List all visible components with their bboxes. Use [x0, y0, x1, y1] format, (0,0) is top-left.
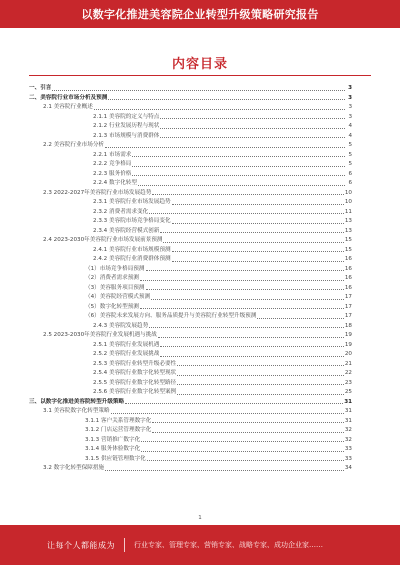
toc-entry-page: 11	[344, 208, 352, 215]
toc-entry-label: （1）市场竞争格局预测	[85, 265, 145, 272]
toc-leader-dots	[94, 109, 345, 110]
toc-entry-page: 31	[344, 398, 352, 405]
toc-entry-page: 16	[344, 265, 352, 272]
toc-entry[interactable]	[29, 341, 352, 351]
toc-entry-label: 3.1.5 供应链管理数字化	[85, 455, 146, 462]
toc-entry-page: 17	[344, 294, 352, 300]
toc-entry-page: 31	[344, 408, 352, 414]
toc-entry-label: 2.2.3 服务价格	[93, 170, 132, 177]
toc-heading: 内容目录	[171, 57, 228, 72]
toc-entry-label: 2.3.1 美容院行业市场发展趋势	[93, 199, 171, 205]
toc-entry-page: 25	[344, 389, 352, 395]
toc-entry-page: 3	[348, 85, 352, 91]
toc-entry[interactable]	[29, 265, 352, 275]
toc-entry-page: 13	[344, 218, 352, 224]
toc-entry-page: 16	[344, 284, 352, 291]
toc-entry[interactable]	[29, 132, 352, 142]
toc-entry-label: 2.2.1 市场需求	[93, 151, 132, 158]
toc-leader-dots	[160, 346, 344, 347]
toc-divider	[29, 75, 371, 76]
toc-entry[interactable]	[29, 103, 352, 113]
toc-entry-page: 6	[348, 180, 352, 186]
toc-leader-dots	[146, 289, 344, 290]
toc-entry[interactable]	[29, 179, 352, 189]
toc-entry-page: 32	[344, 436, 352, 443]
toc-entry[interactable]	[29, 350, 352, 360]
toc-entry[interactable]	[29, 455, 352, 465]
toc-entry-page: 3	[348, 94, 352, 101]
toc-entry-page: 19	[344, 341, 352, 348]
toc-leader-dots	[147, 460, 344, 461]
toc-entry-page: 18	[344, 322, 352, 329]
toc-entry-label: 2.3.4 美容院经营模式创新	[93, 227, 160, 234]
toc-entry-page: 17	[344, 313, 352, 319]
toc-entry[interactable]	[29, 293, 352, 303]
toc-entry[interactable]	[29, 141, 352, 151]
header-banner	[0, 0, 400, 28]
toc-entry[interactable]	[29, 217, 352, 227]
toc-leader-dots	[152, 422, 344, 423]
toc-entry-page: 17	[344, 303, 352, 310]
toc-entry-label: （2）消费者需求预测	[85, 275, 139, 281]
toc-entry-label: 2.1 美容院行业概述	[43, 104, 93, 110]
toc-entry[interactable]	[29, 360, 352, 370]
toc-entry-page: 5	[348, 161, 352, 167]
toc-leader-dots	[132, 156, 345, 157]
toc-entry-label: 3.2 数字化转型保障措施	[43, 465, 105, 471]
toc-entry[interactable]	[29, 398, 352, 408]
toc-entry-page: 13	[344, 227, 352, 234]
toc-leader-dots	[111, 413, 344, 414]
toc-leader-dots	[52, 90, 345, 91]
toc-entry-label: 2.1.3 市场规模与消费群体	[93, 132, 160, 139]
toc-entry-page: 32	[344, 427, 352, 433]
toc-entry[interactable]	[29, 436, 352, 446]
toc-entry-page: 5	[348, 142, 352, 148]
toc-entry-label: 3.1.3 营销推广数字化	[85, 436, 141, 443]
toc-leader-dots	[177, 394, 344, 395]
toc-entry[interactable]	[29, 255, 352, 265]
toc-entry-label: 3.1 美容院数字化转型策略	[43, 408, 110, 414]
toc-entry-label: 2.5.1 美容院行业发展机遇	[93, 341, 160, 348]
toc-leader-dots	[172, 223, 344, 224]
toc-leader-dots	[160, 356, 344, 357]
toc-entry[interactable]	[29, 407, 352, 417]
toc-entry-page: 20	[344, 351, 352, 357]
toc-entry[interactable]	[29, 236, 352, 246]
toc-leader-dots	[132, 166, 345, 167]
toc-leader-dots	[160, 128, 345, 129]
report-title: 以数字化推进美容院企业转型升级策略研究报告	[81, 8, 319, 21]
toc-entry[interactable]	[29, 322, 352, 332]
toc-entry-page: 23	[344, 379, 352, 386]
toc-entry-label: 2.5.3 美容院行业转型升级必要性	[93, 360, 177, 367]
toc-entry-page: 16	[344, 256, 352, 262]
toc-entry-label: 3.1.2 门店运营管理数字化	[85, 427, 152, 433]
toc-entry[interactable]	[29, 312, 352, 322]
toc-leader-dots	[125, 403, 343, 404]
toc-entry[interactable]	[29, 274, 352, 284]
toc-leader-dots	[140, 280, 344, 281]
toc-leader-dots	[160, 137, 345, 138]
toc-leader-dots	[151, 299, 344, 300]
toc-entry-page: 33	[344, 446, 352, 452]
toc-entry-page: 3	[348, 113, 352, 120]
toc-entry-label: 2.5 2023-2030年美容院行业发展机遇与挑战	[43, 332, 157, 338]
toc-entry[interactable]	[29, 303, 352, 313]
toc-entry-label: 2.4 2023-2030年美容院行业市场发展前景预测	[43, 237, 163, 243]
toc-entry-page: 34	[344, 465, 352, 471]
toc-entry[interactable]	[29, 160, 352, 170]
toc-entry-label: 2.3.3 美容院市场竞争格局变化	[93, 218, 171, 224]
toc-entry[interactable]	[29, 331, 352, 341]
toc-entry-label: （6）美容院未来发展方向、服务品质提升与美容院行业转型升级预测	[85, 313, 257, 319]
toc-entry-label: 2.2 美容院行业市场分析	[43, 142, 105, 148]
toc-leader-dots	[149, 327, 344, 328]
toc-leader-dots	[177, 375, 344, 376]
toc-leader-dots	[163, 242, 343, 243]
toc-entry-label: 2.3.2 消费者需求变化	[93, 208, 149, 215]
toc-entry-label: 2.3 2022-2027年美容院行业市场发展趋势	[43, 189, 152, 196]
toc-leader-dots	[105, 147, 345, 148]
toc-entry[interactable]	[29, 464, 352, 474]
toc-entry-label: （4）美容院经营模式预测	[85, 294, 151, 300]
toc-entry[interactable]	[29, 388, 352, 398]
toc-entry-label: 2.2.4 数字化转型	[93, 180, 137, 186]
toc-leader-dots	[177, 365, 344, 366]
toc-entry-label: 二、美容院行业市场分析及预测	[29, 94, 108, 101]
toc-leader-dots	[105, 470, 344, 471]
toc-leader-dots	[177, 384, 344, 385]
toc-entry-label: 2.4.2 美容院行业消费群体预测	[93, 256, 171, 262]
toc-entry[interactable]	[29, 208, 352, 218]
toc-entry[interactable]	[29, 284, 352, 294]
toc-entry[interactable]	[29, 227, 352, 237]
toc-leader-dots	[257, 318, 344, 319]
toc-entry-label: 2.5.6 美容院行业数字化转型案例	[93, 389, 177, 395]
toc-entry-page: 10	[344, 189, 352, 196]
toc-entry-page: 6	[348, 170, 352, 177]
toc-entry[interactable]	[29, 170, 352, 180]
toc-entry[interactable]	[29, 151, 352, 161]
toc-leader-dots	[158, 337, 344, 338]
footer-divider	[124, 538, 125, 552]
footer-banner	[0, 525, 400, 565]
toc-leader-dots	[149, 213, 344, 214]
toc-entry-page: 16	[344, 275, 352, 281]
toc-entry[interactable]	[29, 84, 352, 94]
toc-entry-page: 3	[348, 104, 352, 110]
toc-entry-page: 19	[344, 332, 352, 338]
toc-leader-dots	[160, 118, 345, 119]
toc-entry[interactable]	[29, 189, 352, 199]
toc-entry-label: 2.5.5 美容院行业数字化转型路径	[93, 379, 177, 386]
toc-entry-label: 2.1.1 美容院的定义与特点	[93, 113, 160, 120]
toc-entry-page: 5	[348, 151, 352, 158]
toc-entry[interactable]	[29, 369, 352, 379]
toc-entry-label: 2.2.2 竞争格局	[93, 161, 132, 167]
toc-leader-dots	[160, 232, 344, 233]
toc-entry-label: 2.5.4 美容院行业数字化转型现状	[93, 370, 177, 376]
toc-leader-dots	[141, 451, 344, 452]
toc-entry-label: 三、以数字化推进美容院转型升级策略	[29, 398, 125, 405]
toc-leader-dots	[141, 441, 344, 442]
toc-entry[interactable]	[29, 246, 352, 256]
toc-entry-label: 3.1.1 客户关系管理数字化	[85, 417, 152, 424]
toc-entry[interactable]	[29, 417, 352, 427]
toc-leader-dots	[172, 261, 344, 262]
toc-leader-dots	[140, 308, 344, 309]
toc-entry-page: 4	[348, 123, 352, 129]
toc-entry-page: 31	[344, 417, 352, 424]
toc-entry-page: 15	[344, 237, 352, 243]
toc-leader-dots	[146, 270, 344, 271]
toc-entry[interactable]	[29, 94, 352, 104]
toc-entry[interactable]	[29, 122, 352, 132]
toc-leader-dots	[172, 251, 344, 252]
table-of-contents	[29, 84, 352, 474]
toc-leader-dots	[152, 194, 344, 195]
toc-entry[interactable]	[29, 379, 352, 389]
toc-entry[interactable]	[29, 113, 352, 123]
toc-entry-label: 2.1.2 行业发展历程与现状	[93, 123, 160, 129]
footer-tagline: 行业专家、管理专家、营销专家、战略专家、成功企业家……	[134, 541, 323, 549]
toc-entry[interactable]	[29, 426, 352, 436]
footer-slogan: 让每个人都能成为	[47, 540, 115, 550]
toc-entry-page: 21	[344, 360, 352, 367]
toc-entry-label: 2.5.2 美容院行业发展挑战	[93, 351, 160, 357]
toc-entry[interactable]	[29, 198, 352, 208]
toc-leader-dots	[152, 432, 344, 433]
page-number: 1	[198, 515, 202, 521]
toc-leader-dots	[108, 99, 345, 100]
toc-entry-label: （3）美容服务项目预测	[85, 284, 145, 291]
toc-entry-label: （5）数字化转型预测	[85, 303, 139, 310]
toc-entry-page: 10	[344, 199, 352, 205]
toc-leader-dots	[132, 175, 345, 176]
toc-entry-label: 2.4.1 美容院行业市场规模预测	[93, 246, 171, 253]
toc-entry[interactable]	[29, 445, 352, 455]
toc-entry-label: 一、引言	[29, 85, 52, 91]
toc-entry-page: 33	[344, 455, 352, 462]
toc-entry-page: 4	[348, 132, 352, 139]
toc-entry-page: 22	[344, 370, 352, 376]
toc-leader-dots	[172, 204, 344, 205]
toc-entry-label: 3.1.4 服务体验数字化	[85, 446, 141, 452]
toc-leader-dots	[138, 185, 345, 186]
toc-entry-page: 15	[344, 246, 352, 253]
toc-entry-label: 2.4.3 美容院发展趋势	[93, 322, 149, 329]
